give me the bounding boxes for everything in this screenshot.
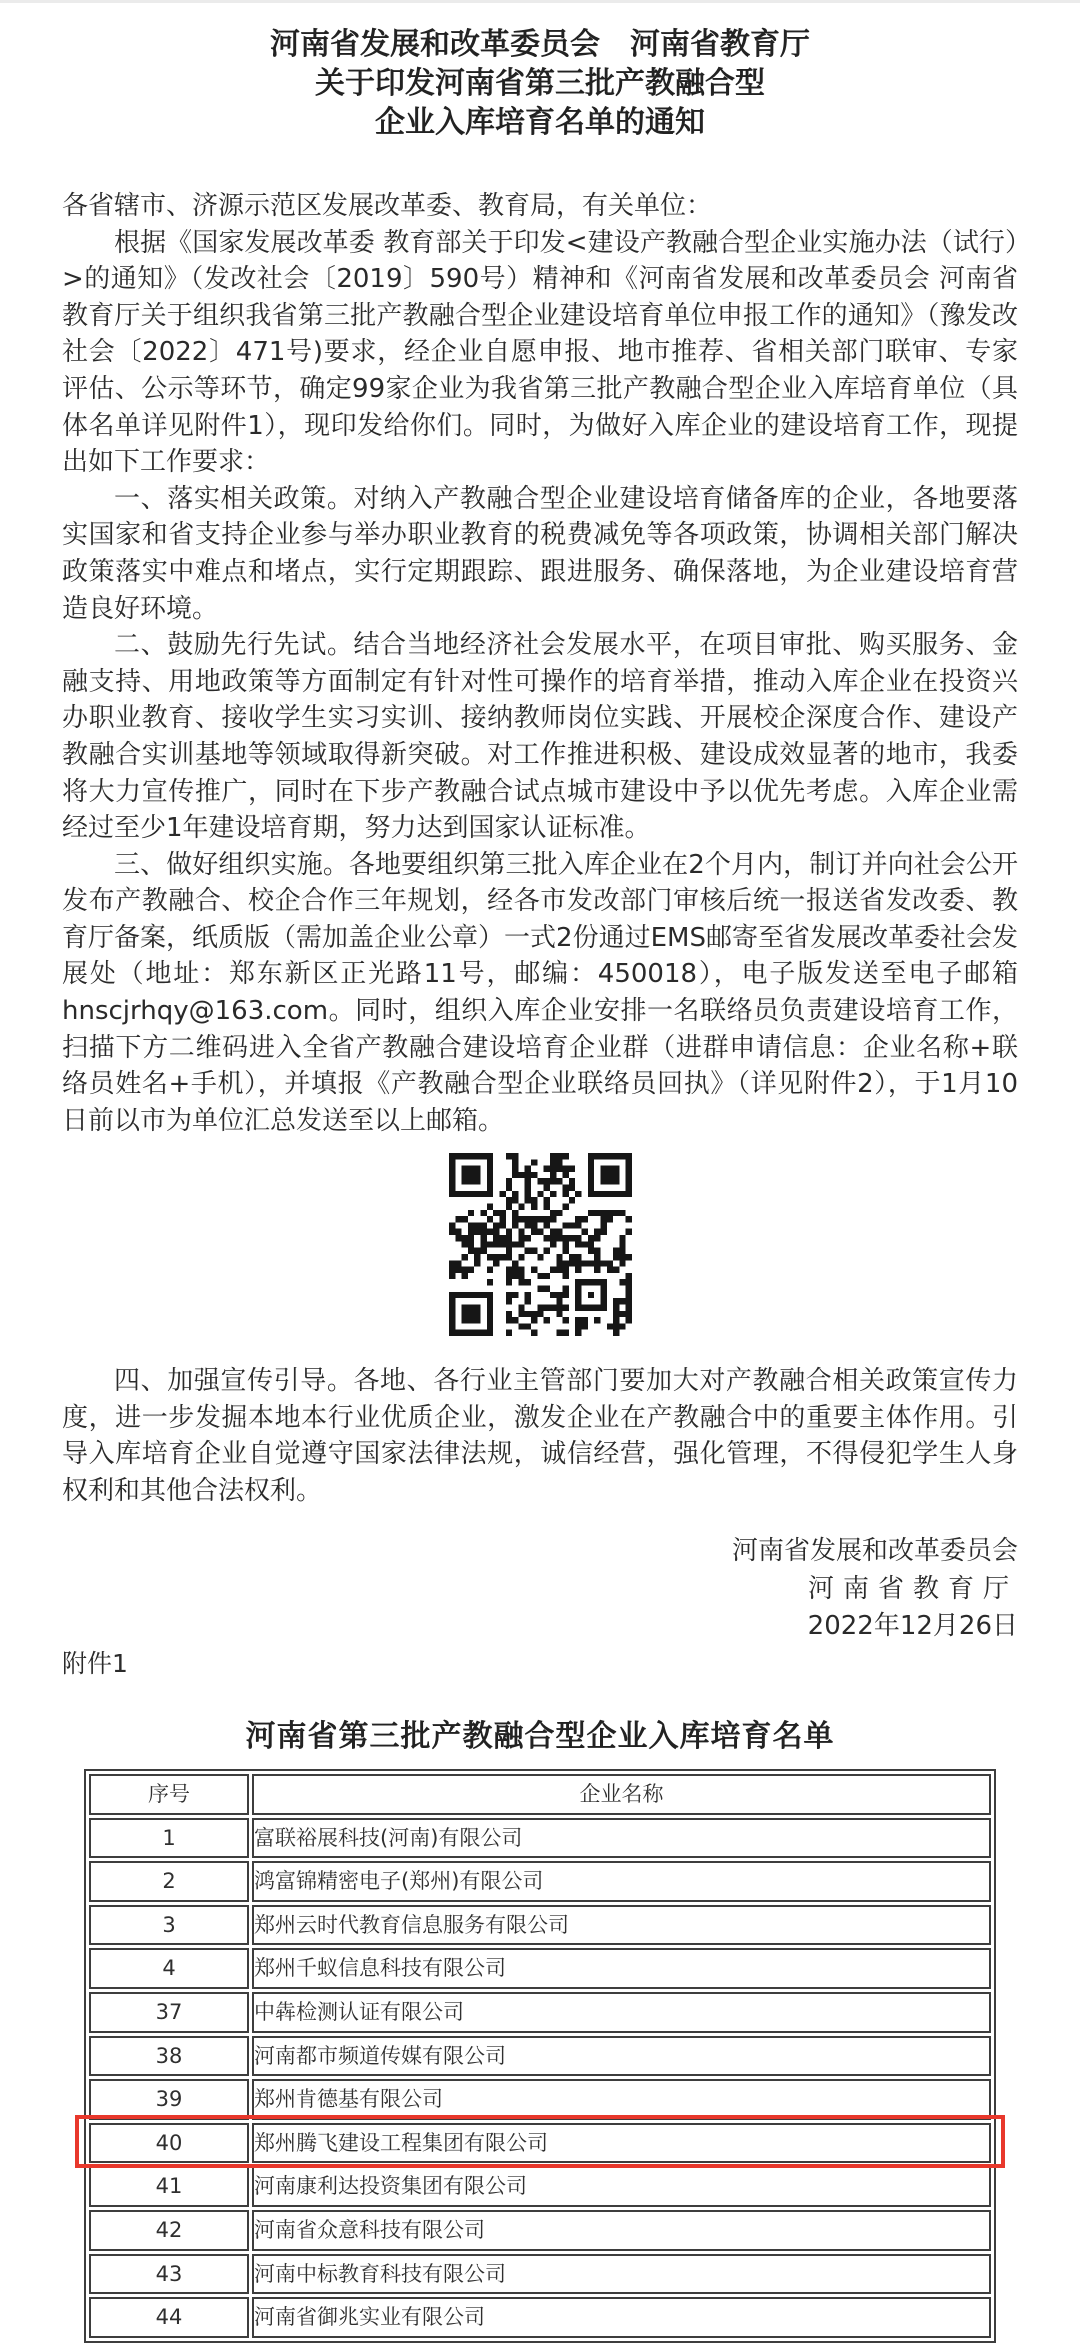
roster-table-title: 河南省第三批产教融合型企业入库培育名单 <box>245 1718 835 1754</box>
row-no: 37 <box>89 1992 249 2033</box>
table-row <box>89 1905 991 1946</box>
document-body <box>62 188 1018 2343</box>
attachment-label: 附件1 <box>62 1648 128 1678</box>
salutation-line: 各省辖市、济源示范区发展改革委、教育局，有关单位： <box>62 191 713 221</box>
company-name: 河南康利达投资集团有限公司 <box>252 2166 991 2207</box>
row-no: 3 <box>89 1905 249 1946</box>
row-no: 44 <box>89 2297 249 2338</box>
table-row <box>89 2297 991 2338</box>
signature-date: 2022年12月26日 <box>807 1611 1018 1642</box>
company-name: 河南中标教育科技有限公司 <box>252 2254 991 2295</box>
company-name: 河南省众意科技有限公司 <box>252 2210 991 2251</box>
paragraph-section-4: 四、加强宣传引导。各地、各行业主管部门要加大对产教融合相关政策宣传力度，进一步发掘本地本行业优质企业，激发企业在产教融合中的重要主体作用。引导入库培育企业自觉遵守国家法律法规，诚信经营，强化管理，不得侵犯学生人身权利和其他合法权利。 <box>62 1366 1018 1506</box>
company-name: 中犇检测认证有限公司 <box>252 1992 991 2033</box>
company-name: 河南省御兆实业有限公司 <box>252 2297 991 2338</box>
signature-block <box>62 1533 1018 1646</box>
company-name: 郑州千蚁信息科技有限公司 <box>252 1948 991 1989</box>
document-title-line-2: 关于印发河南省第三批产教融合型 <box>315 66 765 101</box>
table-row <box>89 2254 991 2295</box>
roster-table-wrap <box>84 1769 996 2343</box>
signature-org-2: 河南省教育厅 <box>807 1573 1018 1604</box>
header-cell-no: 序号 <box>89 1774 249 1815</box>
row-no: 41 <box>89 2166 249 2207</box>
row-no: 40 <box>89 2123 249 2164</box>
signature-org-1: 河南省发展和改革委员会 <box>731 1536 1018 1567</box>
row-no: 1 <box>89 1818 249 1859</box>
table-row <box>89 2166 991 2207</box>
roster-table <box>84 1769 996 2343</box>
company-name: 河南都市频道传媒有限公司 <box>252 2036 991 2077</box>
document-title-line-1: 河南省发展和改革委员会 河南省教育厅 <box>270 27 810 62</box>
row-no: 38 <box>89 2036 249 2077</box>
table-row <box>89 2079 991 2120</box>
company-name: 郑州云时代教育信息服务有限公司 <box>252 1905 991 1946</box>
table-row <box>89 1818 991 1859</box>
table-row <box>89 1861 991 1902</box>
company-name: 郑州腾飞建设工程集团有限公司 <box>252 2123 991 2164</box>
paragraph-section-3: 三、做好组织实施。各地要组织第三批入库企业在2个月内，制订并向社会公开发布产教融合、校企合作三年规划，经各市发改部门审核后统一报送省发改委、教育厅备案，纸质版（需加盖企业公章）一式2份通过EMS邮寄至省发展改革委社会发展处（地址：郑东新区正光路11号，邮编：450018），电子版发送至电子邮箱hnscjrhqy@163.com。同时，组织入库企业安排一名联络员负责建设培育工作，扫描下方二维码进入全省产教融合建设培育企业群（进群申请信息：企业名称+联络员姓名+手机），并填报《产教融合型企业联络员回执》（详见附件2），于1月10日前以市为单位汇总发送至以上邮箱。 <box>62 849 1018 1136</box>
table-row <box>89 1948 991 1989</box>
row-no: 43 <box>89 2254 249 2295</box>
row-no: 4 <box>89 1948 249 1989</box>
row-no: 42 <box>89 2210 249 2251</box>
company-name: 富联裕展科技(河南)有限公司 <box>252 1818 991 1859</box>
header-cell-name: 企业名称 <box>252 1774 991 1815</box>
paragraph-section-1: 一、落实相关政策。对纳入产教融合型企业建设培育储备库的企业，各地要落实国家和省支持企业参与举办职业教育的税费减免等各项政策，协调相关部门解决政策落实中难点和堵点，实行定期跟踪、跟进服务、确保落地，为企业建设培育营造良好环境。 <box>62 483 1018 624</box>
document-title <box>62 25 1018 142</box>
paragraph-basis: 根据《国家发展改革委 教育部关于印发<建设产教融合型企业实施办法（试行）>的通知》（发改社会〔2019〕590号）精神和《河南省发展和改革委员会 河南省教育厅关于组织我省第三批产教融合型企业建设培育单位申报工作的通知》（豫发改社会〔2022〕471号)要求，经企业自愿申报、地市推荐、省相关部门联审、专家评估、公示等环节，确定99家企业为我省第三批产教融合型企业入库培育单位（具体名单详见附件1），现印发给你们。同时，为做好入库企业的建设培育工作，现提出如下工作要求： <box>62 227 1018 478</box>
paragraph-section-2: 二、鼓励先行先试。结合当地经济社会发展水平，在项目审批、购买服务、金融支持、用地政策等方面制定有针对性可操作的培育举措，推动入库企业在投资兴办职业教育、接收学生实习实训、接纳教师岗位实践、开展校企深度合作、建设产教融合实训基地等领域取得新突破。对工作推进积极、建设成效显著的地市，我委将大力宣传推广，同时在下步产教融合试点城市建设中予以优先考虑。入库企业需经过至少1年建设培育期，努力达到国家认证标准。 <box>62 630 1018 844</box>
table-row <box>89 2036 991 2077</box>
table-header-row <box>89 1774 991 1815</box>
qr-code <box>449 1153 632 1336</box>
row-no: 2 <box>89 1861 249 1902</box>
table-row-highlighted <box>89 2123 991 2164</box>
company-name: 郑州肯德基有限公司 <box>252 2079 991 2120</box>
table-row <box>89 1992 991 2033</box>
qr-code-container <box>62 1153 1018 1347</box>
row-no: 39 <box>89 2079 249 2120</box>
document-title-line-3: 企业入库培育名单的通知 <box>375 105 705 140</box>
table-row <box>89 2210 991 2251</box>
company-name: 鸿富锦精密电子(郑州)有限公司 <box>252 1861 991 1902</box>
